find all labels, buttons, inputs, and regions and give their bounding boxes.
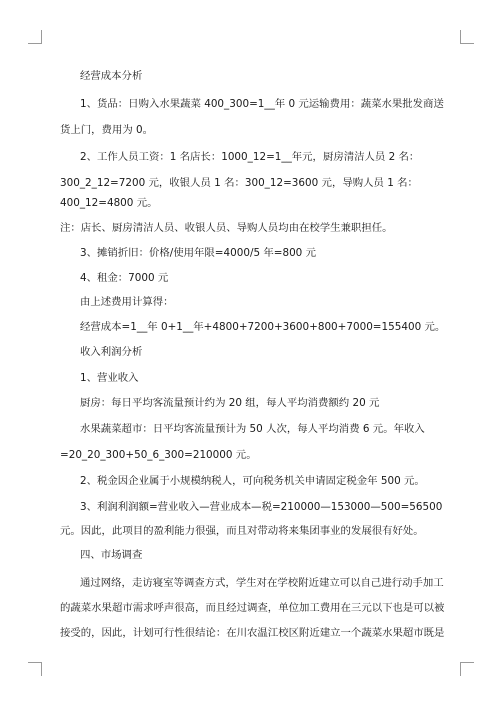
section-heading-income-profit: 收入利润分析 — [80, 346, 143, 358]
paragraph-line: 3、利润利润额=营业收入—营业成本—税=210000—153000—500=56500 — [80, 501, 443, 513]
paragraph-line: 2、工作人员工资：1 名店长：1000_12=1__年元，厨房清洁人员 2 名： — [80, 151, 420, 163]
paragraph-line: =20_20_300+50_6_300=210000 元。 — [60, 449, 257, 461]
paragraph-line: 300_2_12=7200 元，收银人员 1 名：300_12=3600 元，导购人员 1 名： — [60, 177, 418, 189]
paragraph-line: 的蔬菜水果超市需求呼声很高，而且经过调查，单位加工费用在三元以下也是可以被 — [60, 602, 445, 614]
paragraph-line: 2、税金因企业属于小规模纳税人，可向税务机关申请固定税金年 500 元。 — [80, 475, 425, 487]
paragraph-line: 货上门，费用为 0。 — [60, 124, 154, 136]
paragraph-line: 接受的，因此，计划可行性很结论：在川农温江校区附近建立一个蔬菜水果超市既是 — [60, 627, 445, 639]
paragraph-line: 通过网络，走访寝室等调查方式，学生对在学校附近建立可以自己进行动手加工 — [80, 577, 444, 589]
paragraph-line: 注：店长、厨房清洁人员、收银人员、导购人员均由在校学生兼职担任。 — [60, 222, 393, 234]
paragraph-line: 由上述费用计算得： — [80, 296, 174, 308]
crop-mark-top-left — [28, 30, 42, 44]
paragraph-line: 1、营业收入 — [80, 372, 139, 384]
crop-mark-bottom-right — [460, 662, 474, 676]
paragraph-line: 元。因此，此项目的盈利能力很强，而且对带动将来集团事业的发展很有好处。 — [60, 525, 424, 537]
section-heading-cost-analysis: 经营成本分析 — [80, 70, 143, 82]
paragraph-line: 经营成本=1__年 0+1__年+4800+7200+3600+800+7000=155400 元。 — [80, 321, 446, 333]
paragraph-line: 400_12=4800 元。 — [60, 197, 158, 209]
crop-mark-bottom-left — [28, 662, 42, 676]
section-heading-market-survey: 四、市场调查 — [80, 549, 143, 561]
paragraph-line: 1、货品：日购入水果蔬菜 400_300=1__年 0 元运输费用：蔬菜水果批发商送 — [80, 98, 444, 110]
paragraph-line: 水果蔬菜超市：日平均客流量预计为 50 人次，每人平均消费 6 元。年收入 — [80, 423, 425, 435]
paragraph-line: 4、租金：7000 元 — [80, 272, 169, 284]
paragraph-line: 厨房：每日平均客流量预计约为 20 组，每人平均消费额约 20 元 — [80, 397, 380, 409]
crop-mark-top-right — [460, 30, 474, 44]
paragraph-line: 3、摊销折旧：价格/使用年限=4000/5 年=800 元 — [80, 247, 316, 259]
